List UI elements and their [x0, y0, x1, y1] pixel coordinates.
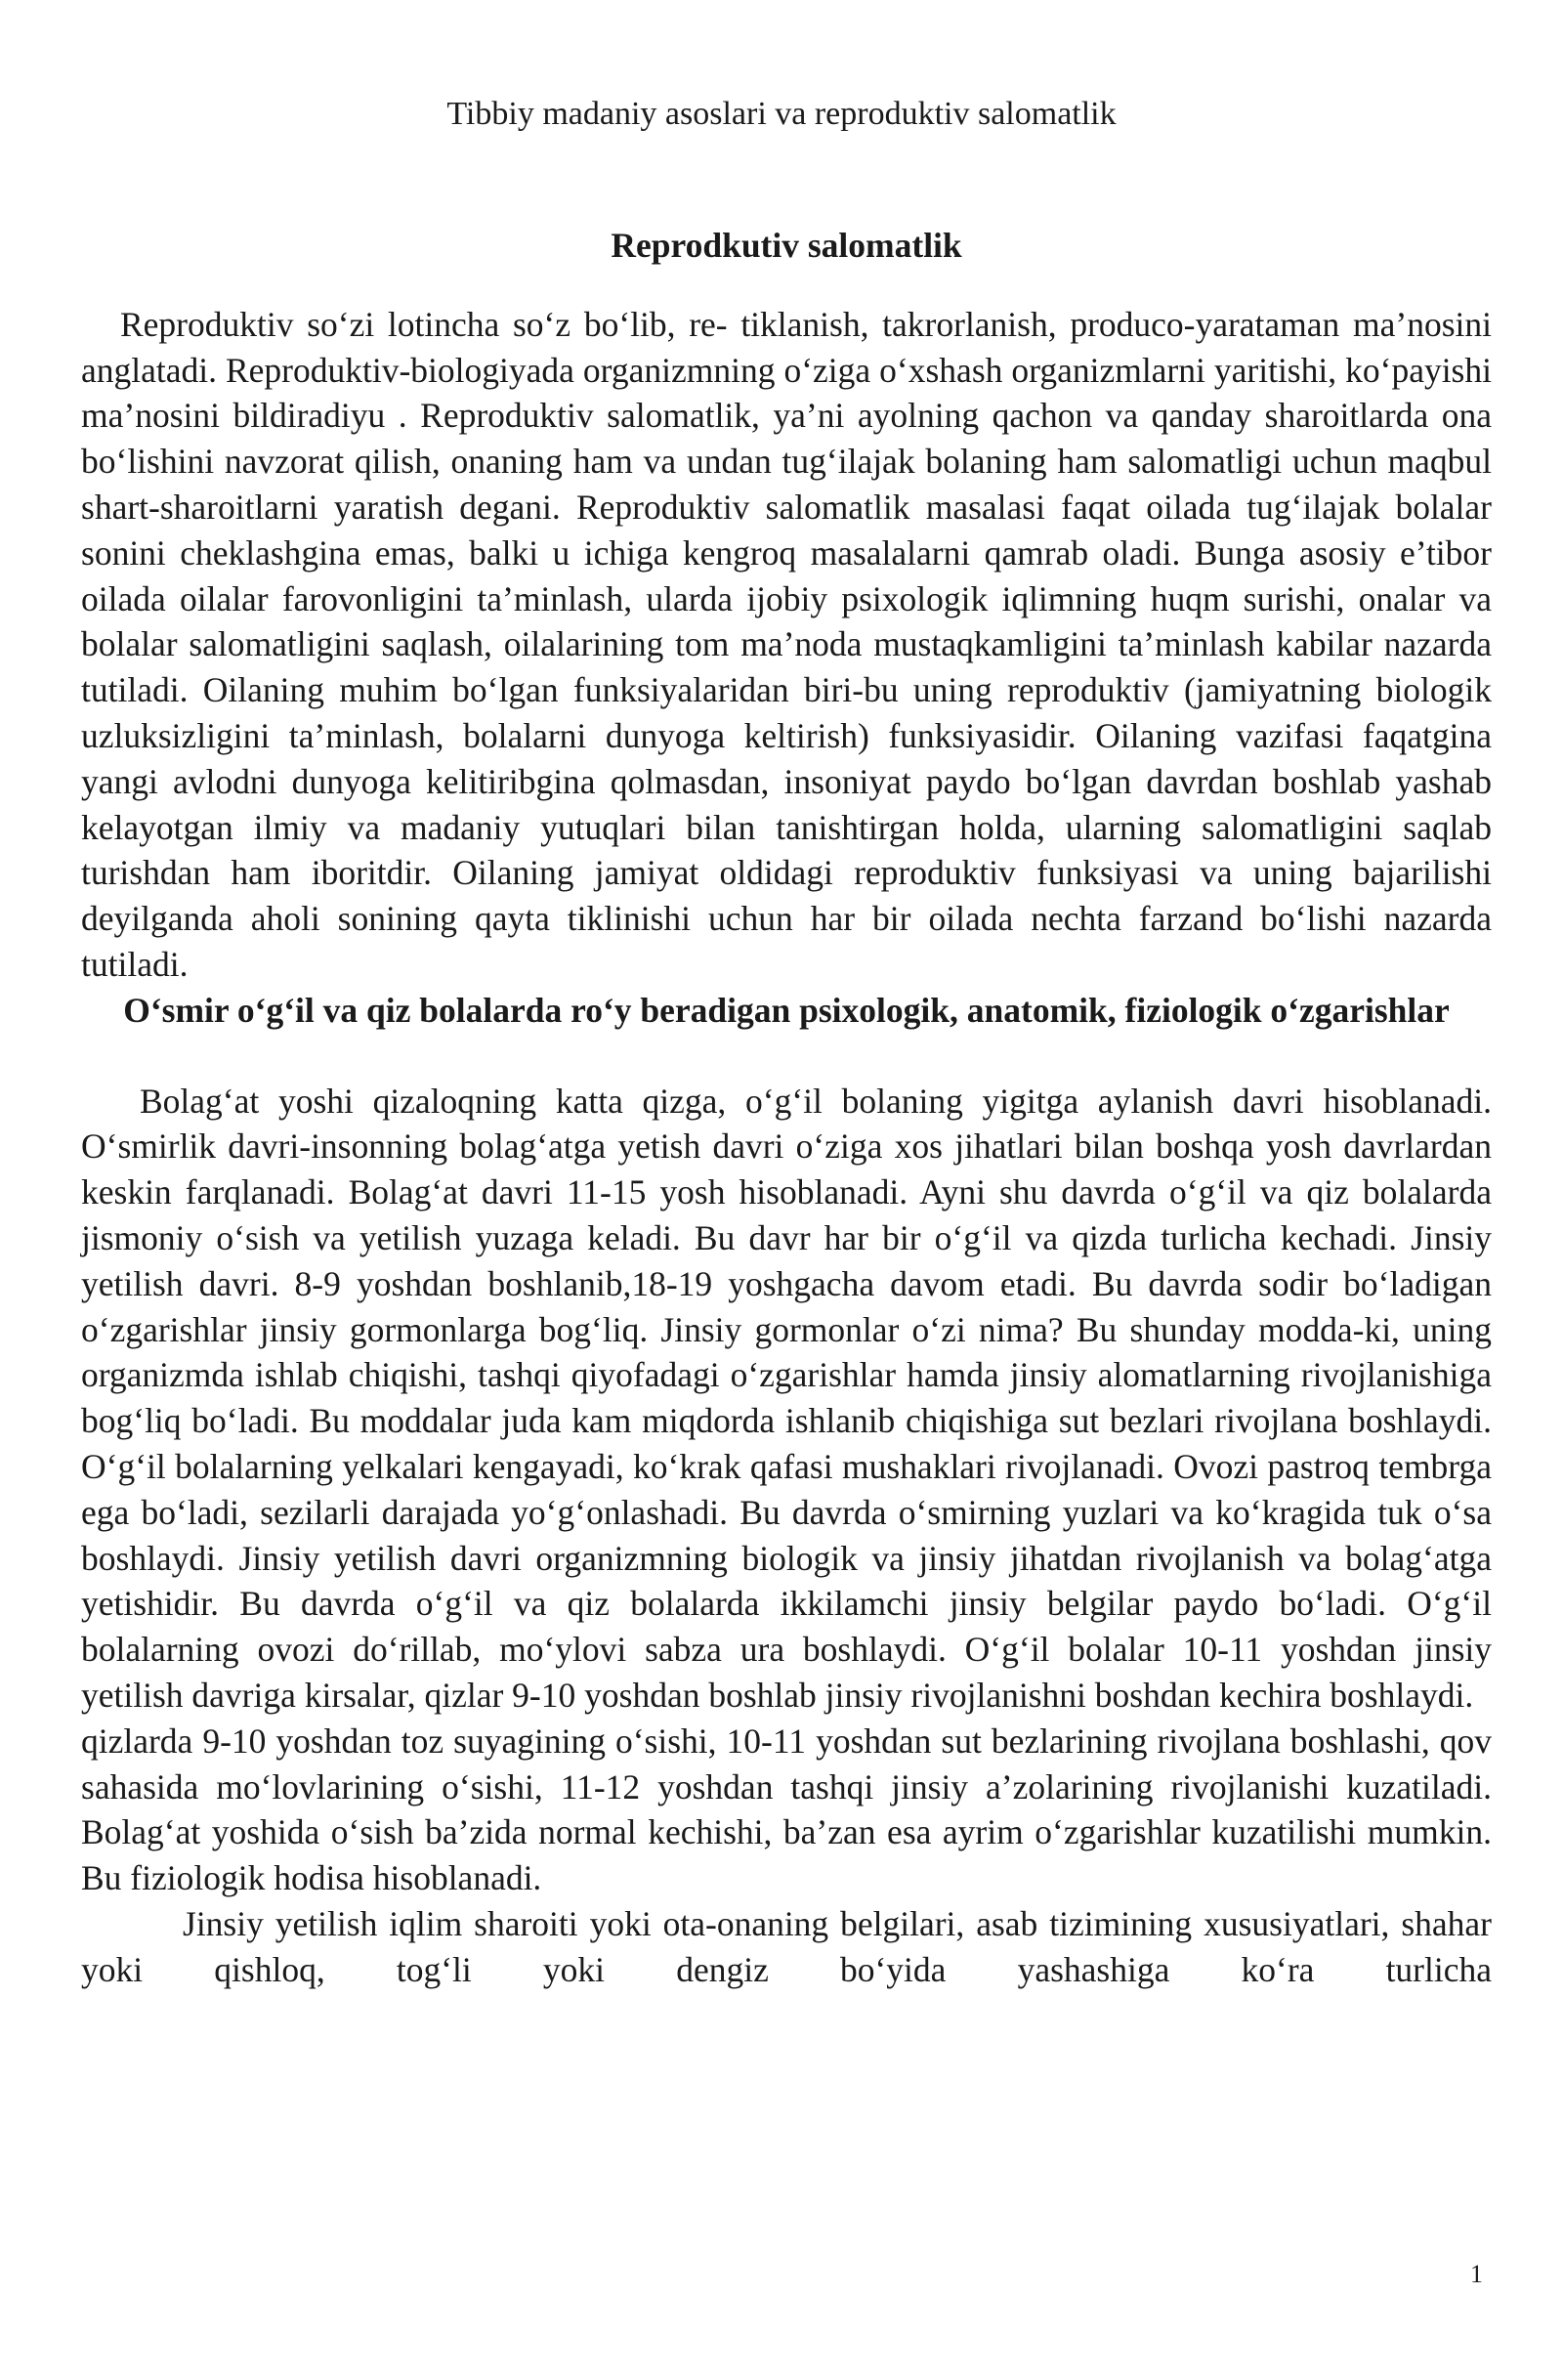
paragraph-puberty-period: Bolag‘at yoshi qizaloqning katta qizga, o‘g‘il bolaning yigitga aylanish davri hisoblanadi. O‘smirlik davri-insonning bolag‘atga yetish davri o‘ziga xos jihatlari bilan boshqa yosh davrlardan keskin farqlanadi. Bolag‘at davri 11-15 yosh hisoblanadi. Ayni shu davrda o‘g‘il va qiz bolalarda jismoniy o‘sish va yetilish yuzaga keladi. Bu davr har bir o‘g‘il va qizda turlicha kechadi. Jinsiy yetilish davri. 8-9 yoshdan boshlanib,18-19 yoshgacha davom etadi. Bu davrda sodir bo‘ladigan o‘zgarishlar jinsiy gormonlarga bog‘liq. Jinsiy gormonlar o‘zi nima? Bu shunday modda-ki, uning organizmda ishlab chiqishi, tashqi qiyofadagi o‘zgarishlar hamda jinsiy alomatlarning rivojlanishiga bog‘liq bo‘ladi. Bu moddalar juda kam miqdorda ishlanib chiqishiga sut bezlari rivojlana boshlaydi. O‘g‘il bolalarning yelkalari kengayadi, ko‘krak qafasi mushaklari rivojlanadi. Ovozi pastroq tembrga ega bo‘ladi, sezilarli darajada yo‘g‘onlashadi. Bu davrda o‘smirning yuzlari va ko‘kragida tuk o‘sa boshlaydi. Jinsiy yetilish davri organizmning biologik va jinsiy jihatdan rivojlanish va bolag‘atga yetishidir. Bu davrda o‘g‘il va qiz bolalarda ikkilamchi jinsiy belgilar paydo bo‘ladi. O‘g‘il bolalarning ovozi do‘rillab, mo‘ylovi sabza ura boshlaydi. O‘g‘il bolalar 10-11 yoshdan jinsiy yetilish davriga kirsalar, qizlar 9-10 yoshdan boshlab jinsiy rivojlanishni boshdan kechira boshlaydi.: [81, 1081, 1492, 1715]
section-title-reproductive-health: Reprodkutiv salomatlik: [611, 226, 962, 265]
section-title-adolescent-changes: O‘smir o‘g‘il va qiz bolalarda ro‘y beradigan psixologik, anatomik, fiziologik o‘zgarishlar: [123, 990, 1450, 1030]
paragraph-puberty-factors: Jinsiy yetilish iqlim sharoiti yoki ota-onaning belgilari, asab tizimining xususiyatlari, shahar yoki qishloq, tog‘li yoki dengiz bo‘yida yashashiga ko‘ra turlicha: [81, 1903, 1492, 1989]
paragraph-girls-development: qizlarda 9-10 yoshdan toz suyagining o‘sishi, 10-11 yoshdan sut bezlarining rivojlana boshlashi, qov sahasida mo‘lovlarining o‘sishi, 11-12 yoshdan tashqi jinsiy a’zolarining rivojlanishi kuzatiladi. Bolag‘at yoshida o‘sish ba’zida normal kechishi, ba’zan esa ayrim o‘zgarishlar kuzatilishi mumkin. Bu fiziologik hodisa hisoblanadi.: [81, 1721, 1492, 1898]
page-content: [81, 223, 1492, 1992]
running-header: Tibbiy madaniy asoslari va reproduktiv salomatlik: [446, 96, 1117, 132]
paragraph-reproductive-health: Reproduktiv so‘zi lotincha so‘z bo‘lib, re- tiklanish, takrorlanish, produco-yarataman ma’nosini anglatadi. Reproduktiv-biologiyada organizmning o‘ziga o‘xshash organizmlarni yaritishi, ko‘payishi ma’nosini bildiradiyu . Reproduktiv salomatlik, ya’ni ayolning qachon va qanday sharoitlarda ona bo‘lishini navzorat qilish, onaning ham va undan tug‘ilajak bolaning ham salomatligi uchun maqbul shart-sharoitlarni yaratish degani. Reproduktiv salomatlik masalasi faqat oilada tug‘ilajak bolalar sonini cheklashgina emas, balki u ichiga kengroq masalalarni qamrab oladi. Bunga asosiy e’tibor oilada oilalar farovonligini ta’minlash, ularda ijobiy psixologik iqlimning huqm surishi, onalar va bolalar salomatligini saqlash, oilalarining tom ma’noda mustaqkamligini ta’minlash kabilar nazarda tutiladi. Oilaning muhim bo‘lgan funksiyalaridan biri-bu uning reproduktiv (jamiyatning biologik uzluksizligini ta’minlash, bolalarni dunyoga keltirish) funksiyasidir. Oilaning vazifasi faqatgina yangi avlodni dunyoga kelitiribgina qolmasdan, insoniyat paydo bo‘lgan davrdan boshlab yashab kelayotgan ilmiy va madaniy yutuqlari bilan tanishtirgan holda, ularning salomatligini saqlab turishdan ham iboritdir. Oilaning jamiyat oldidagi reproduktiv funksiyasi va uning bajarilishi deyilganda aholi sonining qayta tiklinishi uchun har bir oilada nechta farzand bo‘lishi nazarda tutiladi.: [81, 304, 1492, 984]
page-number: 1: [1470, 2260, 1483, 2288]
